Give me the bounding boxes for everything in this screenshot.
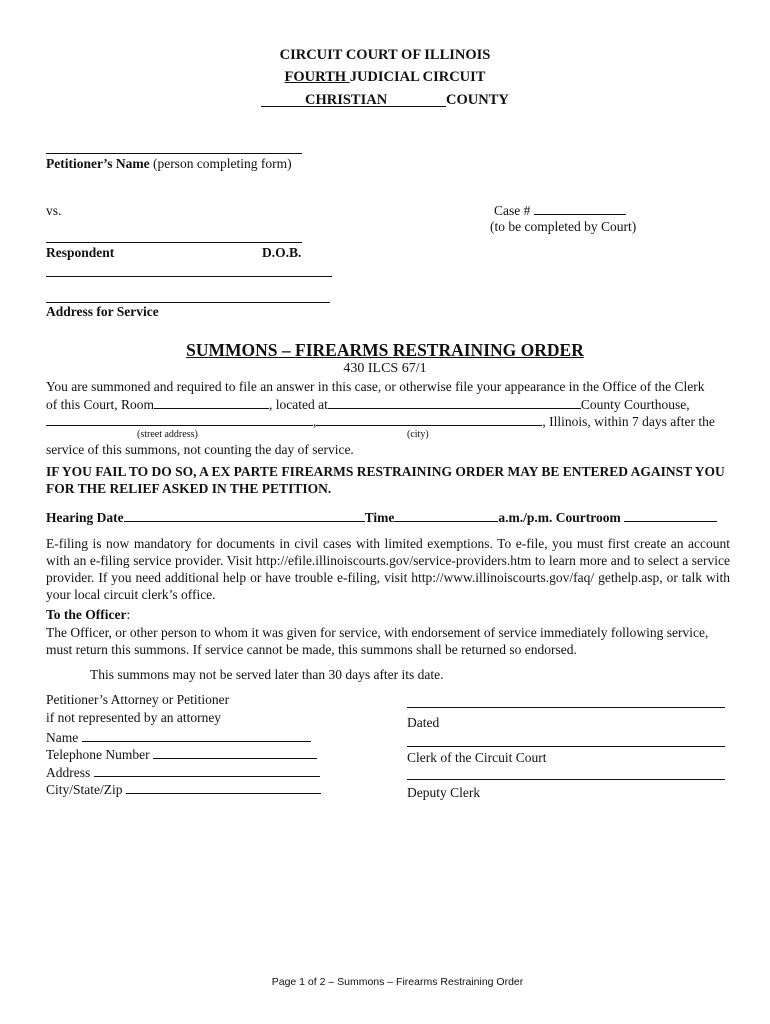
attorney-address-label: Address	[46, 765, 91, 780]
attorney-name-label: Name	[46, 730, 79, 745]
hearing-row	[46, 509, 717, 526]
petitioner-name-line[interactable]	[46, 153, 302, 154]
courthouse-field[interactable]	[328, 396, 581, 409]
form-title: SUMMONS – FIREARMS RESTRAINING ORDER	[186, 340, 584, 360]
attorney-city-label: City/State/Zip	[46, 782, 123, 797]
deputy-clerk-label: Deputy Clerk	[407, 785, 481, 800]
deputy-signature-line[interactable]	[407, 779, 725, 780]
dated-label: Dated	[407, 715, 440, 730]
case-number-line[interactable]	[534, 202, 626, 215]
hearing-time-label: Time	[364, 510, 395, 525]
date-line[interactable]	[407, 707, 725, 708]
attorney-city-field[interactable]	[126, 781, 321, 794]
circuit-label: JUDICIAL CIRCUIT	[349, 69, 486, 85]
attorney-name-row	[46, 729, 311, 746]
dob-label: D.O.B.	[262, 245, 302, 260]
circuit-title	[0, 69, 770, 86]
room-label: of this Court, Room	[46, 397, 155, 412]
petitioner-label: Petitioner’s Name	[46, 156, 150, 171]
summons-line-2	[46, 396, 690, 413]
address-line-2[interactable]	[46, 302, 330, 303]
attorney-address-row	[46, 764, 320, 781]
statute-citation: 430 ILCS 67/1	[343, 361, 427, 376]
address-line-1[interactable]	[46, 276, 332, 277]
city-caption: (city)	[407, 429, 429, 440]
attorney-phone-field[interactable]	[153, 746, 317, 759]
circuit-number: FOURTH	[284, 69, 350, 85]
ampm-courtroom-label: a.m./p.m. Courtroom	[498, 510, 621, 525]
county-label: COUNTY	[446, 92, 509, 108]
street-address-caption: (street address)	[137, 429, 198, 440]
attorney-phone-label: Telephone Number	[46, 747, 150, 762]
officer-heading-colon: :	[126, 607, 131, 622]
officer-heading	[46, 607, 130, 623]
clerk-label: Clerk of the Circuit Court	[407, 750, 547, 765]
case-note: (to be completed by Court)	[490, 219, 637, 234]
attorney-name-field[interactable]	[82, 729, 311, 742]
summons-line-3	[46, 413, 715, 430]
case-label: Case #	[494, 203, 531, 218]
efiling-notice: E-filing is now mandatory for documents in civil cases with limited exemptions. To e-file, you must first create an account with an e-filing service provider. Visit http://efile.illinoiscourts.gov/service-providers.htm to learn more and to select a service provider. If you need additional help or have trouble e-filing, visit http://www.illinoiscourts.gov/faq/ gethelp.asp, or talk with your local circuit clerk’s office.	[46, 536, 730, 602]
respondent-label: Respondent	[46, 245, 115, 260]
court-title: CIRCUIT COURT OF ILLINOIS	[279, 47, 491, 63]
officer-heading-label: To the Officer	[46, 607, 127, 622]
case-number-field	[494, 202, 626, 219]
address-for-service-label: Address for Service	[46, 304, 159, 319]
hearing-time-field[interactable]	[394, 509, 498, 522]
petitioner-caption	[46, 156, 292, 172]
versus-label: vs.	[46, 203, 62, 218]
hearing-date-field[interactable]	[124, 509, 365, 522]
hearing-date-label: Hearing Date	[46, 510, 124, 525]
attorney-address-field[interactable]	[94, 764, 320, 777]
courthouse-label: County Courthouse,	[580, 397, 690, 412]
clerk-signature-line[interactable]	[407, 746, 725, 747]
comma-sep: ,	[313, 414, 317, 429]
summons-line-1: You are summoned and required to file an answer in this case, or otherwise file your appearance in the Office of the Clerk	[46, 379, 705, 394]
attorney-city-row	[46, 781, 321, 798]
expiry-notice: This summons may not be served later than 30 days after its date.	[90, 667, 444, 682]
summons-line-4: service of this summons, not counting the day of service.	[46, 442, 354, 457]
illinois-label: , Illinois, within 7 days after the	[542, 414, 715, 429]
room-field[interactable]	[154, 396, 269, 409]
page-footer: Page 1 of 2 – Summons – Firearms Restraining Order	[271, 976, 524, 988]
county-name: CHRISTIAN	[305, 92, 388, 108]
petitioner-note: (person completing form)	[152, 156, 292, 171]
officer-instructions: The Officer, or other person to whom it was given for service, with endorsement of service immediately following service, must return this summons. If service cannot be made, this summons shall be returned so endorsed.	[46, 625, 709, 657]
respondent-line[interactable]	[46, 242, 302, 243]
attorney-phone-row	[46, 746, 317, 763]
courtroom-field[interactable]	[624, 509, 717, 522]
located-at-label: , located at	[269, 397, 328, 412]
attorney-line-1: Petitioner’s Attorney or Petitioner	[46, 692, 230, 707]
default-warning: IF YOU FAIL TO DO SO, A EX PARTE FIREARMS RESTRAINING ORDER MAY BE ENTERED AGAINST YOU FOR THE RELIEF ASKED IN THE PETITION.	[46, 464, 725, 496]
attorney-line-2: if not represented by an attorney	[46, 710, 222, 725]
street-address-field[interactable]	[46, 413, 313, 426]
city-field[interactable]	[316, 413, 542, 426]
